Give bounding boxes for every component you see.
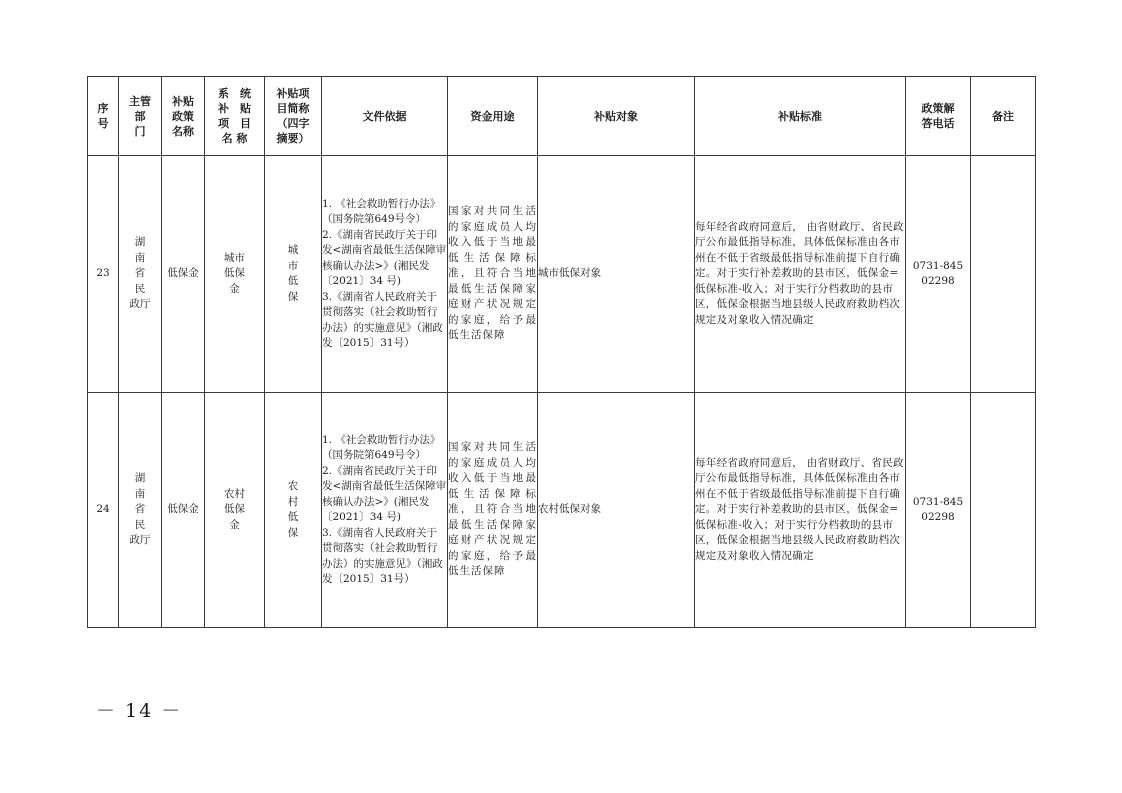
cell-basis: 1. 《社会救助暂行办法》（国务院第649号令） 2.《湖南省民政厅关于印发<湖南省最低生活保障审核确认办法>》(湘民发〔2021〕34 号) 3.《湖南省人民政府关于贯彻落实（社会救助暂行办法）的实施意见》（湘政发〔2015〕31号） (322, 156, 448, 393)
header-system-item: 系 统 补 贴 项 目 名 称 (205, 77, 265, 156)
cell-standard: 每年经省政府同意后， 由省财政厅、省民政厅公布最低指导标准，具体低保标准由各市州在不低于省级最低指导标准前提下自行确定。对于实行补差救助的县市区，低保金=低保标准-收入；对于实行分档救助的县市区，低保金根据当地县级人民政府救助档次规定及对象收入情况确定 (695, 393, 906, 628)
cell-dept: 湖 南 省 民 政厅 (119, 393, 162, 628)
cell-system-item: 城市 低保 金 (205, 156, 265, 393)
cell-policy: 低保金 (162, 393, 205, 628)
cell-basis: 1. 《社会救助暂行办法》（国务院第649号令） 2.《湖南省民政厅关于印发<湖南省最低生活保障审核确认办法>》(湘民发〔2021〕34 号) 3.《湖南省人民政府关于贯彻落实（社会救助暂行办法）的实施意见》（湘政发〔2015〕31号） (322, 393, 448, 628)
cell-system-item: 农村 低保 金 (205, 393, 265, 628)
table-header-row (88, 77, 1036, 156)
cell-no: 24 (88, 393, 119, 628)
header-dept: 主管 部 门 (119, 77, 162, 156)
cell-remark (971, 393, 1036, 628)
header-use: 资金用途 (448, 77, 538, 156)
header-no: 序 号 (88, 77, 119, 156)
cell-dept: 湖 南 省 民 政厅 (119, 156, 162, 393)
header-policy: 补贴 政策 名称 (162, 77, 205, 156)
page-number: － 14 － (96, 700, 183, 722)
policy-table (87, 76, 1036, 628)
cell-phone: 0731-845 02298 (906, 393, 971, 628)
table-row (88, 156, 1036, 393)
cell-use: 国家对共同生活的家庭成员人均收入低于当地最低生活保障标准，且符合当地最低生活保障家庭财产状况规定的家庭，给予最低生活保障 (448, 393, 538, 628)
header-target: 补贴对象 (538, 77, 695, 156)
cell-short-name: 城 市 低 保 (265, 156, 322, 393)
header-remark: 备注 (971, 77, 1036, 156)
table-row (88, 393, 1036, 628)
cell-no: 23 (88, 156, 119, 393)
cell-policy: 低保金 (162, 156, 205, 393)
header-short-name: 补贴项 目简称 （四字 摘要） (265, 77, 322, 156)
cell-short-name: 农 村 低 保 (265, 393, 322, 628)
cell-phone: 0731-845 02298 (906, 156, 971, 393)
cell-remark (971, 156, 1036, 393)
cell-standard: 每年经省政府同意后， 由省财政厅、省民政厅公布最低指导标准，具体低保标准由各市州在不低于省级最低指导标准前提下自行确定。对于实行补差救助的县市区，低保金=低保标准-收入；对于实行分档救助的县市区，低保金根据当地县级人民政府救助档次规定及对象收入情况确定 (695, 156, 906, 393)
header-standard: 补贴标准 (695, 77, 906, 156)
cell-target: 城市低保对象 (538, 156, 695, 393)
cell-use: 国家对共同生活的家庭成员人均收入低于当地最低生活保障标准，且符合当地最低生活保障家庭财产状况规定的家庭，给予最低生活保障 (448, 156, 538, 393)
header-basis: 文件依据 (322, 77, 448, 156)
cell-target: 农村低保对象 (538, 393, 695, 628)
header-phone: 政策解 答电话 (906, 77, 971, 156)
